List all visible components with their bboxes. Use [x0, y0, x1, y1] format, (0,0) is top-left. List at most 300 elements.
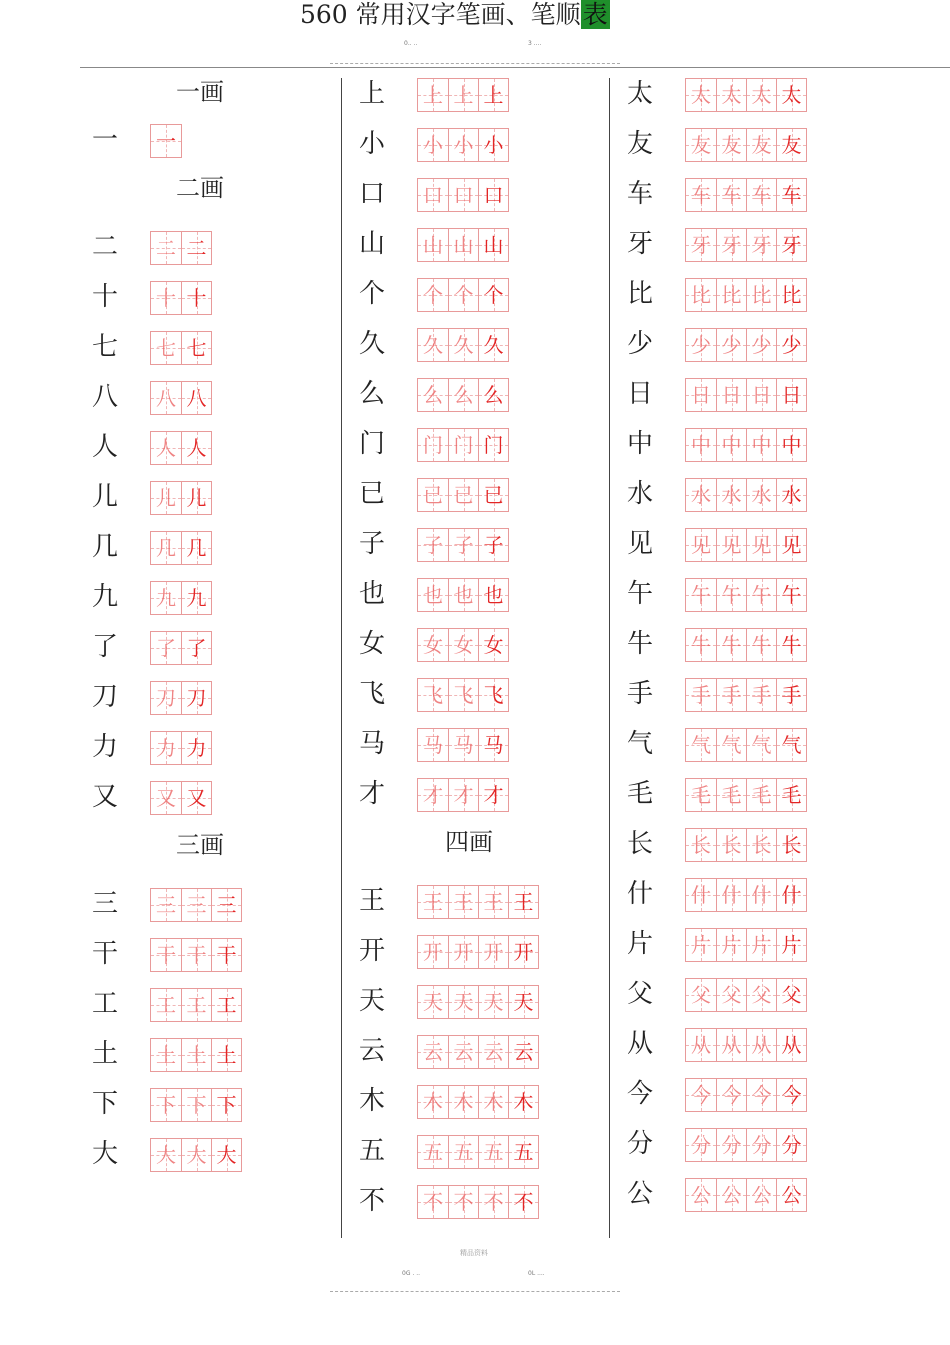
- stroke-step-box: [746, 779, 776, 811]
- stroke-step-glyph: 刀: [186, 686, 207, 710]
- stroke-step-glyph: 门: [423, 433, 443, 457]
- stroke-order-grid: [417, 935, 539, 969]
- stroke-step-box: [418, 986, 448, 1018]
- character-label: 父: [626, 979, 653, 1009]
- stroke-step-box: [508, 1086, 538, 1118]
- stroke-step-glyph: 比: [751, 283, 772, 307]
- stroke-order-grid: [685, 628, 807, 662]
- stroke-step-box: [716, 1079, 746, 1111]
- stroke-step-glyph: 工: [156, 993, 176, 1017]
- character-label: 飞: [358, 679, 385, 709]
- stroke-step-glyph: 土: [216, 1043, 237, 1067]
- stroke-step-glyph: 马: [423, 733, 443, 757]
- stroke-step-box: [418, 179, 448, 211]
- stroke-step-glyph: 牙: [691, 233, 711, 257]
- stroke-step-glyph: 人: [186, 436, 207, 460]
- stroke-order-grid: [685, 228, 807, 262]
- stroke-step-box: [151, 732, 181, 764]
- stroke-order-grid: [685, 278, 807, 312]
- stroke-step-glyph: 个: [483, 283, 504, 307]
- stroke-step-box: [181, 682, 211, 714]
- stroke-step-box: [746, 679, 776, 711]
- stroke-step-glyph: 上: [453, 83, 474, 107]
- section-header: 二画: [176, 174, 224, 202]
- character-label: 一: [91, 125, 118, 155]
- stroke-order-grid: [150, 581, 212, 615]
- stroke-step-glyph: 水: [721, 483, 742, 507]
- stroke-step-box: [716, 629, 746, 661]
- stroke-step-glyph: 毛: [781, 783, 802, 807]
- stroke-step-glyph: 大: [186, 1143, 207, 1167]
- stroke-step-box: [686, 379, 716, 411]
- stroke-step-glyph: 友: [691, 133, 711, 157]
- stroke-step-box: [478, 629, 508, 661]
- stroke-step-glyph: 马: [483, 733, 504, 757]
- stroke-order-grid: [417, 428, 509, 462]
- stroke-step-box: [151, 1089, 181, 1121]
- stroke-step-box: [686, 1079, 716, 1111]
- character-label: 二: [91, 232, 118, 262]
- stroke-step-glyph: 天: [513, 990, 534, 1014]
- page-title-text: 560 常用汉字笔画、笔顺: [300, 0, 581, 29]
- stroke-step-glyph: 小: [483, 133, 504, 157]
- stroke-step-glyph: 个: [453, 283, 474, 307]
- stroke-step-glyph: 分: [691, 1133, 711, 1157]
- stroke-step-glyph: 长: [781, 833, 802, 857]
- stroke-step-box: [151, 582, 181, 614]
- stroke-step-glyph: 公: [691, 1183, 711, 1207]
- character-label: 气: [626, 729, 653, 759]
- stroke-step-glyph: 日: [691, 383, 711, 407]
- stroke-step-box: [181, 382, 211, 414]
- stroke-order-grid: [417, 1135, 539, 1169]
- stroke-step-box: [448, 729, 478, 761]
- stroke-order-grid: [685, 978, 807, 1012]
- stroke-step-glyph: 片: [721, 933, 742, 957]
- stroke-step-glyph: 少: [691, 333, 711, 357]
- stroke-step-box: [181, 282, 211, 314]
- stroke-step-box: [181, 732, 211, 764]
- stroke-step-box: [776, 179, 806, 211]
- stroke-step-glyph: 小: [423, 133, 443, 157]
- character-label: 上: [358, 79, 385, 109]
- page-title: [300, 0, 610, 34]
- stroke-step-box: [686, 229, 716, 261]
- stroke-step-glyph: 不: [483, 1190, 504, 1214]
- stroke-step-glyph: 不: [513, 1190, 534, 1214]
- stroke-step-box: [151, 889, 181, 921]
- stroke-step-box: [151, 332, 181, 364]
- stroke-step-glyph: 片: [691, 933, 711, 957]
- stroke-step-glyph: 开: [513, 940, 534, 964]
- stroke-step-box: [508, 1036, 538, 1068]
- character-label: 牛: [626, 629, 653, 659]
- stroke-step-box: [776, 79, 806, 111]
- stroke-step-box: [478, 1036, 508, 1068]
- character-label: 比: [626, 279, 653, 309]
- stroke-step-glyph: 工: [216, 993, 237, 1017]
- stroke-step-box: [448, 886, 478, 918]
- stroke-step-glyph: 八: [156, 386, 176, 410]
- stroke-step-box: [776, 629, 806, 661]
- stroke-step-glyph: 父: [751, 983, 772, 1007]
- stroke-step-box: [776, 1029, 806, 1061]
- stroke-order-grid: [417, 885, 539, 919]
- stroke-step-box: [686, 529, 716, 561]
- stroke-step-box: [746, 879, 776, 911]
- stroke-step-glyph: 又: [156, 786, 176, 810]
- stroke-step-box: [746, 429, 776, 461]
- stroke-step-glyph: 午: [721, 583, 742, 607]
- character-label: 十: [91, 282, 118, 312]
- stroke-step-glyph: 木: [513, 1090, 534, 1114]
- stroke-step-box: [448, 1036, 478, 1068]
- stroke-step-glyph: 友: [751, 133, 772, 157]
- stroke-step-glyph: 王: [513, 890, 534, 914]
- character-label: 工: [91, 989, 118, 1019]
- stroke-step-box: [418, 79, 448, 111]
- stroke-step-box: [716, 1029, 746, 1061]
- stroke-step-box: [716, 129, 746, 161]
- stroke-step-glyph: 久: [453, 333, 474, 357]
- stroke-step-box: [478, 79, 508, 111]
- stroke-order-grid: [685, 178, 807, 212]
- character-label: 才: [358, 779, 385, 809]
- stroke-step-glyph: 今: [751, 1083, 772, 1107]
- stroke-step-box: [508, 986, 538, 1018]
- stroke-step-glyph: 公: [781, 1183, 802, 1207]
- stroke-step-box: [151, 532, 181, 564]
- stroke-step-box: [776, 679, 806, 711]
- stroke-step-box: [478, 779, 508, 811]
- stroke-step-glyph: 九: [186, 586, 207, 610]
- stroke-step-box: [181, 532, 211, 564]
- character-label: 刀: [91, 682, 118, 712]
- stroke-step-glyph: 日: [751, 383, 772, 407]
- stroke-step-glyph: 牛: [781, 633, 802, 657]
- stroke-order-grid: [150, 888, 242, 922]
- character-label: 小: [358, 129, 385, 159]
- stroke-step-glyph: 从: [751, 1033, 772, 1057]
- stroke-step-glyph: 从: [691, 1033, 711, 1057]
- stroke-step-box: [448, 629, 478, 661]
- stroke-step-glyph: 气: [721, 733, 742, 757]
- stroke-step-glyph: 太: [781, 83, 802, 107]
- stroke-step-box: [211, 939, 241, 971]
- stroke-step-box: [686, 579, 716, 611]
- stroke-step-box: [181, 582, 211, 614]
- stroke-step-box: [448, 379, 478, 411]
- stroke-step-box: [776, 929, 806, 961]
- stroke-step-box: [478, 986, 508, 1018]
- stroke-step-glyph: 力: [156, 736, 176, 760]
- character-label: 人: [91, 432, 118, 462]
- stroke-step-glyph: 儿: [186, 486, 207, 510]
- stroke-order-grid: [150, 988, 242, 1022]
- stroke-step-glyph: 分: [721, 1133, 742, 1157]
- stroke-step-glyph: 也: [453, 583, 474, 607]
- stroke-step-glyph: 午: [691, 583, 711, 607]
- stroke-step-box: [686, 429, 716, 461]
- character-label: 长: [626, 829, 653, 859]
- stroke-step-box: [776, 879, 806, 911]
- stroke-step-glyph: 毛: [691, 783, 711, 807]
- stroke-step-box: [776, 829, 806, 861]
- stroke-order-grid: [150, 124, 182, 158]
- stroke-step-glyph: 天: [483, 990, 504, 1014]
- character-label: 九: [91, 582, 118, 612]
- stroke-step-box: [776, 1079, 806, 1111]
- character-label: 少: [626, 329, 653, 359]
- stroke-step-box: [686, 179, 716, 211]
- character-label: 木: [358, 1086, 385, 1116]
- stroke-step-glyph: 三: [216, 893, 237, 917]
- stroke-step-box: [418, 1036, 448, 1068]
- stroke-step-box: [478, 679, 508, 711]
- stroke-step-glyph: 分: [781, 1133, 802, 1157]
- stroke-step-glyph: 口: [453, 183, 474, 207]
- stroke-step-box: [746, 1079, 776, 1111]
- stroke-order-grid: [417, 778, 509, 812]
- stroke-step-glyph: 上: [483, 83, 504, 107]
- stroke-order-grid: [685, 1028, 807, 1062]
- stroke-step-box: [151, 989, 181, 1021]
- stroke-step-glyph: 比: [781, 283, 802, 307]
- stroke-step-glyph: 长: [751, 833, 772, 857]
- character-label: 公: [626, 1179, 653, 1209]
- stroke-step-box: [151, 282, 181, 314]
- stroke-step-glyph: 工: [186, 993, 207, 1017]
- stroke-step-glyph: 中: [721, 433, 742, 457]
- stroke-order-grid: [150, 1088, 242, 1122]
- stroke-step-glyph: 什: [721, 883, 742, 907]
- character-label: 大: [91, 1139, 118, 1169]
- stroke-step-box: [448, 579, 478, 611]
- stroke-step-box: [746, 329, 776, 361]
- stroke-step-box: [686, 729, 716, 761]
- stroke-step-glyph: 比: [691, 283, 711, 307]
- stroke-step-box: [418, 779, 448, 811]
- stroke-order-grid: [685, 728, 807, 762]
- stroke-order-grid: [685, 328, 807, 362]
- character-label: 午: [626, 579, 653, 609]
- stroke-step-glyph: 今: [781, 1083, 802, 1107]
- stroke-step-glyph: 门: [483, 433, 504, 457]
- stroke-step-box: [716, 929, 746, 961]
- stroke-step-glyph: 中: [751, 433, 772, 457]
- stroke-order-grid: [685, 528, 807, 562]
- stroke-order-grid: [150, 938, 242, 972]
- stroke-step-glyph: 水: [751, 483, 772, 507]
- character-label: 子: [358, 529, 385, 559]
- stroke-step-box: [181, 232, 211, 264]
- section-header: 一画: [176, 78, 224, 106]
- stroke-step-box: [448, 529, 478, 561]
- stroke-step-glyph: 午: [781, 583, 802, 607]
- stroke-step-box: [181, 1139, 211, 1171]
- stroke-step-glyph: 门: [453, 433, 474, 457]
- stroke-step-glyph: 气: [751, 733, 772, 757]
- stroke-step-box: [776, 1179, 806, 1211]
- header-mark-left: 0.. ..: [404, 40, 418, 47]
- stroke-order-grid: [685, 828, 807, 862]
- stroke-step-glyph: 见: [781, 533, 802, 557]
- stroke-step-box: [151, 125, 181, 157]
- stroke-step-glyph: 牙: [751, 233, 772, 257]
- stroke-step-box: [418, 529, 448, 561]
- stroke-step-box: [776, 129, 806, 161]
- stroke-step-glyph: 马: [453, 733, 474, 757]
- stroke-step-glyph: 人: [156, 436, 176, 460]
- stroke-step-glyph: 么: [483, 383, 504, 407]
- stroke-step-glyph: 子: [483, 533, 504, 557]
- stroke-step-box: [181, 989, 211, 1021]
- character-label: 开: [358, 936, 385, 966]
- stroke-step-glyph: 见: [691, 533, 711, 557]
- character-label: 也: [358, 579, 385, 609]
- character-label: 马: [358, 729, 385, 759]
- stroke-order-grid: [150, 531, 212, 565]
- stroke-step-glyph: 才: [483, 783, 504, 807]
- stroke-step-glyph: 水: [781, 483, 802, 507]
- stroke-step-glyph: 七: [186, 336, 207, 360]
- stroke-step-box: [478, 279, 508, 311]
- stroke-step-box: [478, 229, 508, 261]
- stroke-step-glyph: 长: [721, 833, 742, 857]
- stroke-step-box: [418, 229, 448, 261]
- stroke-step-glyph: 了: [156, 636, 176, 660]
- stroke-step-box: [776, 329, 806, 361]
- stroke-step-glyph: 飞: [483, 683, 504, 707]
- stroke-order-grid: [685, 478, 807, 512]
- stroke-step-box: [776, 279, 806, 311]
- character-label: 分: [626, 1129, 653, 1159]
- stroke-order-grid: [417, 1035, 539, 1069]
- stroke-step-box: [211, 889, 241, 921]
- character-label: 么: [358, 379, 385, 409]
- stroke-step-box: [716, 329, 746, 361]
- stroke-step-glyph: 也: [483, 583, 504, 607]
- stroke-step-box: [746, 979, 776, 1011]
- character-label: 干: [91, 939, 118, 969]
- stroke-step-glyph: 几: [186, 536, 207, 560]
- stroke-step-glyph: 水: [691, 483, 711, 507]
- stroke-step-glyph: 么: [423, 383, 443, 407]
- stroke-step-box: [151, 1039, 181, 1071]
- stroke-step-glyph: 开: [483, 940, 504, 964]
- stroke-step-box: [418, 629, 448, 661]
- stroke-step-glyph: 手: [781, 683, 802, 707]
- character-label: 牙: [626, 229, 653, 259]
- stroke-step-box: [746, 179, 776, 211]
- stroke-step-box: [418, 729, 448, 761]
- stroke-step-glyph: 才: [423, 783, 443, 807]
- stroke-step-glyph: 木: [423, 1090, 443, 1114]
- stroke-step-box: [181, 1089, 211, 1121]
- stroke-step-glyph: 二: [186, 236, 207, 260]
- stroke-step-box: [716, 779, 746, 811]
- stroke-step-box: [686, 679, 716, 711]
- stroke-step-box: [716, 979, 746, 1011]
- stroke-step-box: [151, 232, 181, 264]
- stroke-step-glyph: 土: [156, 1043, 176, 1067]
- stroke-step-box: [716, 879, 746, 911]
- stroke-order-grid: [417, 78, 509, 112]
- stroke-step-glyph: 中: [691, 433, 711, 457]
- stroke-order-grid: [417, 378, 509, 412]
- stroke-step-glyph: 毛: [751, 783, 772, 807]
- stroke-step-glyph: 干: [216, 943, 237, 967]
- stroke-step-box: [716, 379, 746, 411]
- stroke-step-box: [686, 829, 716, 861]
- stroke-step-box: [508, 1136, 538, 1168]
- stroke-step-glyph: 太: [721, 83, 742, 107]
- stroke-order-grid: [417, 1185, 539, 1219]
- stroke-order-grid: [685, 378, 807, 412]
- stroke-step-glyph: 气: [691, 733, 711, 757]
- stroke-order-grid: [685, 778, 807, 812]
- character-label: 王: [358, 886, 385, 916]
- header-mark-right: 3 ....: [528, 40, 542, 47]
- stroke-step-glyph: 小: [453, 133, 474, 157]
- stroke-step-glyph: 今: [721, 1083, 742, 1107]
- stroke-step-box: [448, 179, 478, 211]
- stroke-step-box: [151, 682, 181, 714]
- stroke-step-glyph: 已: [423, 483, 443, 507]
- character-label: 几: [91, 532, 118, 562]
- stroke-step-glyph: 三: [156, 893, 176, 917]
- page-title-highlight: 表: [582, 0, 608, 29]
- stroke-step-glyph: 子: [453, 533, 474, 557]
- stroke-step-glyph: 日: [721, 383, 742, 407]
- character-label: 太: [626, 79, 653, 109]
- stroke-step-box: [686, 929, 716, 961]
- stroke-step-glyph: 王: [423, 890, 443, 914]
- stroke-step-box: [478, 1186, 508, 1218]
- stroke-step-box: [776, 729, 806, 761]
- stroke-step-glyph: 云: [453, 1040, 474, 1064]
- stroke-step-glyph: 毛: [721, 783, 742, 807]
- stroke-step-box: [418, 379, 448, 411]
- stroke-step-box: [746, 829, 776, 861]
- stroke-order-grid: [150, 1038, 242, 1072]
- stroke-step-box: [478, 729, 508, 761]
- stroke-step-box: [746, 79, 776, 111]
- stroke-step-box: [478, 1086, 508, 1118]
- stroke-step-glyph: 三: [186, 893, 207, 917]
- stroke-step-box: [448, 936, 478, 968]
- stroke-step-box: [716, 679, 746, 711]
- stroke-step-box: [746, 379, 776, 411]
- stroke-step-box: [776, 1129, 806, 1161]
- stroke-step-box: [776, 379, 806, 411]
- character-label: 久: [358, 329, 385, 359]
- stroke-step-glyph: 王: [483, 890, 504, 914]
- stroke-step-box: [151, 382, 181, 414]
- stroke-order-grid: [685, 428, 807, 462]
- stroke-step-box: [508, 1186, 538, 1218]
- stroke-step-box: [686, 629, 716, 661]
- stroke-step-glyph: 二: [156, 236, 176, 260]
- stroke-order-grid: [685, 128, 807, 162]
- stroke-step-box: [776, 779, 806, 811]
- stroke-step-glyph: 了: [186, 636, 207, 660]
- character-label: 手: [626, 679, 653, 709]
- stroke-step-glyph: 上: [423, 83, 443, 107]
- character-label: 儿: [91, 482, 118, 512]
- stroke-step-box: [716, 529, 746, 561]
- stroke-step-glyph: 十: [156, 286, 176, 310]
